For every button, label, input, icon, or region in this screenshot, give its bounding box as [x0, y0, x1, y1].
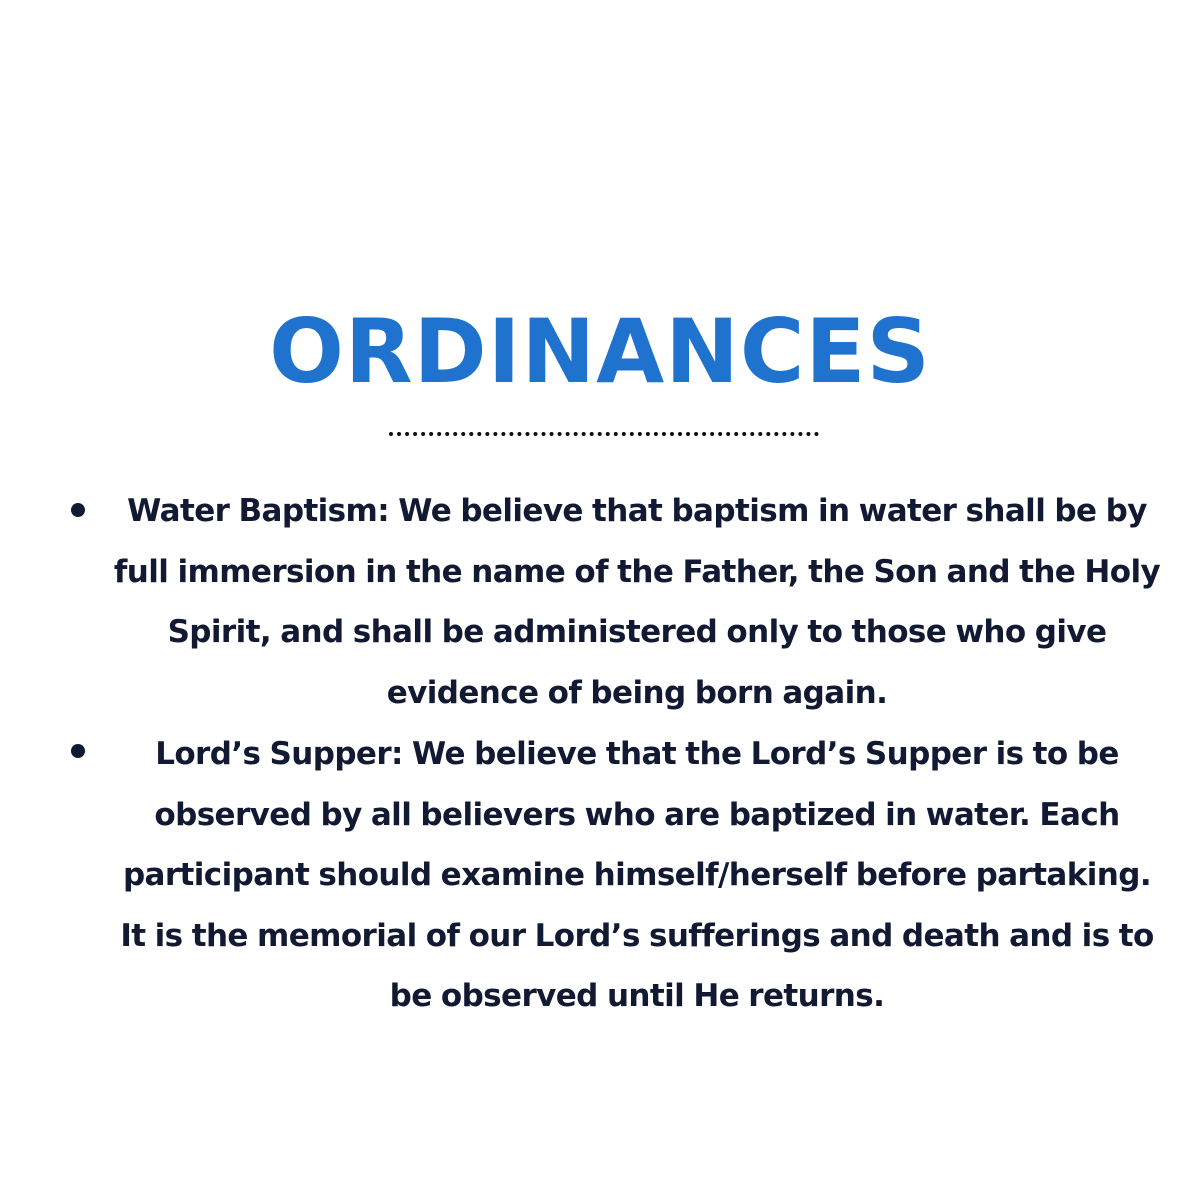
- bullet-icon: [71, 503, 85, 517]
- bullet-icon: [71, 744, 85, 758]
- title-divider: [389, 432, 819, 436]
- list-item-lords-supper: Lord’s Supper: We believe that the Lord’s Supper is to be observed by all believers who are baptized in water. Each participant should examine himself/herself before partaking. It is the memorial of our Lord’s sufferings and death and is to be observed until He returns.: [120, 736, 1154, 1014]
- page-title: ORDINANCES: [269, 300, 931, 403]
- list-item-water-baptism: Water Baptism: We believe that baptism in water shall be by full immersion in the name of the Father, the Son and the Holy Spirit, and shall be administered only to those who give evidence of being born again.: [113, 493, 1161, 711]
